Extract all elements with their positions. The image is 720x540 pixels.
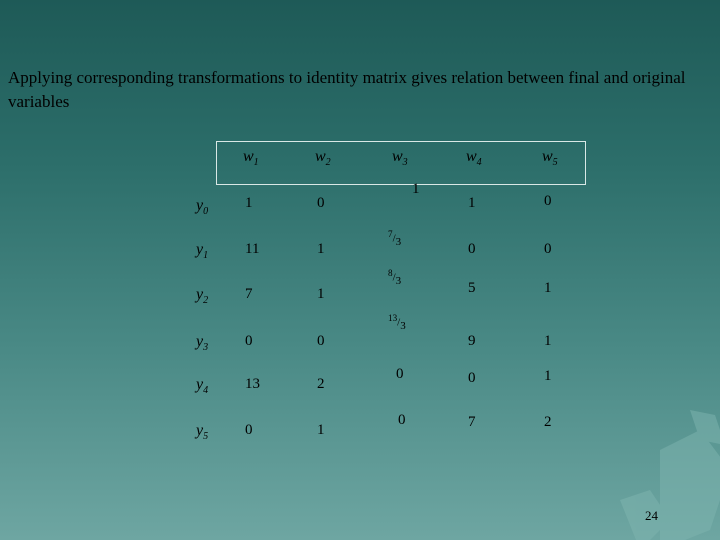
table-cell: 0 [544, 193, 552, 209]
decorative-pattern [540, 390, 720, 540]
table-cell: 13 [245, 376, 260, 392]
row-header-y4-base: y [196, 376, 204, 393]
column-header-w1-subscript: 1 [253, 157, 259, 169]
fraction-slash: / [392, 232, 396, 245]
fraction-denominator: 3 [395, 274, 402, 287]
column-header-w4 [466, 148, 482, 168]
table-cell: 0 [544, 241, 552, 257]
page-number: 24 [645, 508, 658, 523]
table-cell: 5 [468, 280, 476, 296]
row-header-y0 [196, 197, 208, 217]
column-header-w1-base: w [243, 148, 254, 165]
row-header-y1-subscript: 1 [203, 250, 209, 262]
table-cell: 0 [468, 370, 476, 386]
row-header-y0-base: y [196, 197, 204, 214]
table-cell: 9 [468, 333, 476, 349]
table-cell: 0 [317, 333, 325, 349]
table-cell: 1 [468, 195, 476, 211]
fraction-denominator: 3 [395, 235, 402, 248]
table-cell: 0 [468, 241, 476, 257]
table-cell: 1 [544, 368, 552, 384]
fraction-denominator: 3 [400, 319, 406, 332]
fraction-numerator: 13 [388, 313, 398, 323]
column-header-w3-base: w [392, 148, 403, 165]
row-header-y2 [196, 286, 208, 306]
column-header-w2 [315, 148, 331, 168]
table-cell: 0 [245, 422, 253, 438]
table-cell: 1 [544, 280, 552, 296]
table-cell: 0 [396, 366, 404, 382]
table-cell: 1 [544, 333, 552, 349]
table-cell: 1 [245, 195, 253, 211]
slide-heading: Applying corresponding transformations to identity matrix gives relation between final and original variables [8, 68, 686, 111]
table-cell: 2 [544, 414, 552, 430]
table-cell: 7 [245, 286, 253, 302]
table-cell: 1 [317, 286, 325, 302]
row-header-y5-subscript: 5 [203, 431, 209, 443]
column-header-w4-base: w [466, 148, 477, 165]
row-header-y1-base: y [196, 241, 204, 258]
decor-shape [660, 430, 720, 540]
table-cell: 1 [412, 181, 420, 197]
row-header-y1 [196, 241, 208, 261]
row-header-y4 [196, 376, 208, 396]
table-cell-fraction [388, 229, 401, 248]
table-cell-fraction [388, 268, 401, 287]
table-cell: 1 [317, 422, 325, 438]
table-cell: 1 [317, 241, 325, 257]
row-header-y3-subscript: 3 [203, 342, 209, 354]
column-header-w5-subscript: 5 [552, 157, 558, 169]
column-header-w5-base: w [542, 148, 553, 165]
fraction-numerator: 8 [388, 268, 393, 278]
table-cell: 0 [317, 195, 325, 211]
row-header-y3 [196, 333, 208, 353]
fraction-slash: / [397, 316, 401, 329]
fraction-slash: / [392, 271, 396, 284]
row-header-y5 [196, 422, 208, 442]
table-cell: 0 [245, 333, 253, 349]
row-header-y5-base: y [196, 422, 204, 439]
column-header-w4-subscript: 4 [476, 157, 482, 169]
table-cell-fraction [388, 313, 406, 332]
row-header-y4-subscript: 4 [203, 385, 209, 397]
row-header-y2-base: y [196, 286, 204, 303]
table-cell: 2 [317, 376, 325, 392]
fraction-numerator: 7 [388, 229, 393, 239]
column-header-w5 [542, 148, 558, 168]
column-header-w3-subscript: 3 [402, 157, 408, 169]
column-header-w2-subscript: 2 [325, 157, 331, 169]
column-header-w3 [392, 148, 408, 168]
table-cell: 11 [245, 241, 260, 257]
table-cell: 7 [468, 414, 476, 430]
row-header-y2-subscript: 2 [203, 295, 209, 307]
row-header-y0-subscript: 0 [203, 206, 209, 218]
column-header-w2-base: w [315, 148, 326, 165]
column-header-w1 [243, 148, 259, 168]
table-cell: 0 [398, 412, 406, 428]
row-header-y3-base: y [196, 333, 204, 350]
